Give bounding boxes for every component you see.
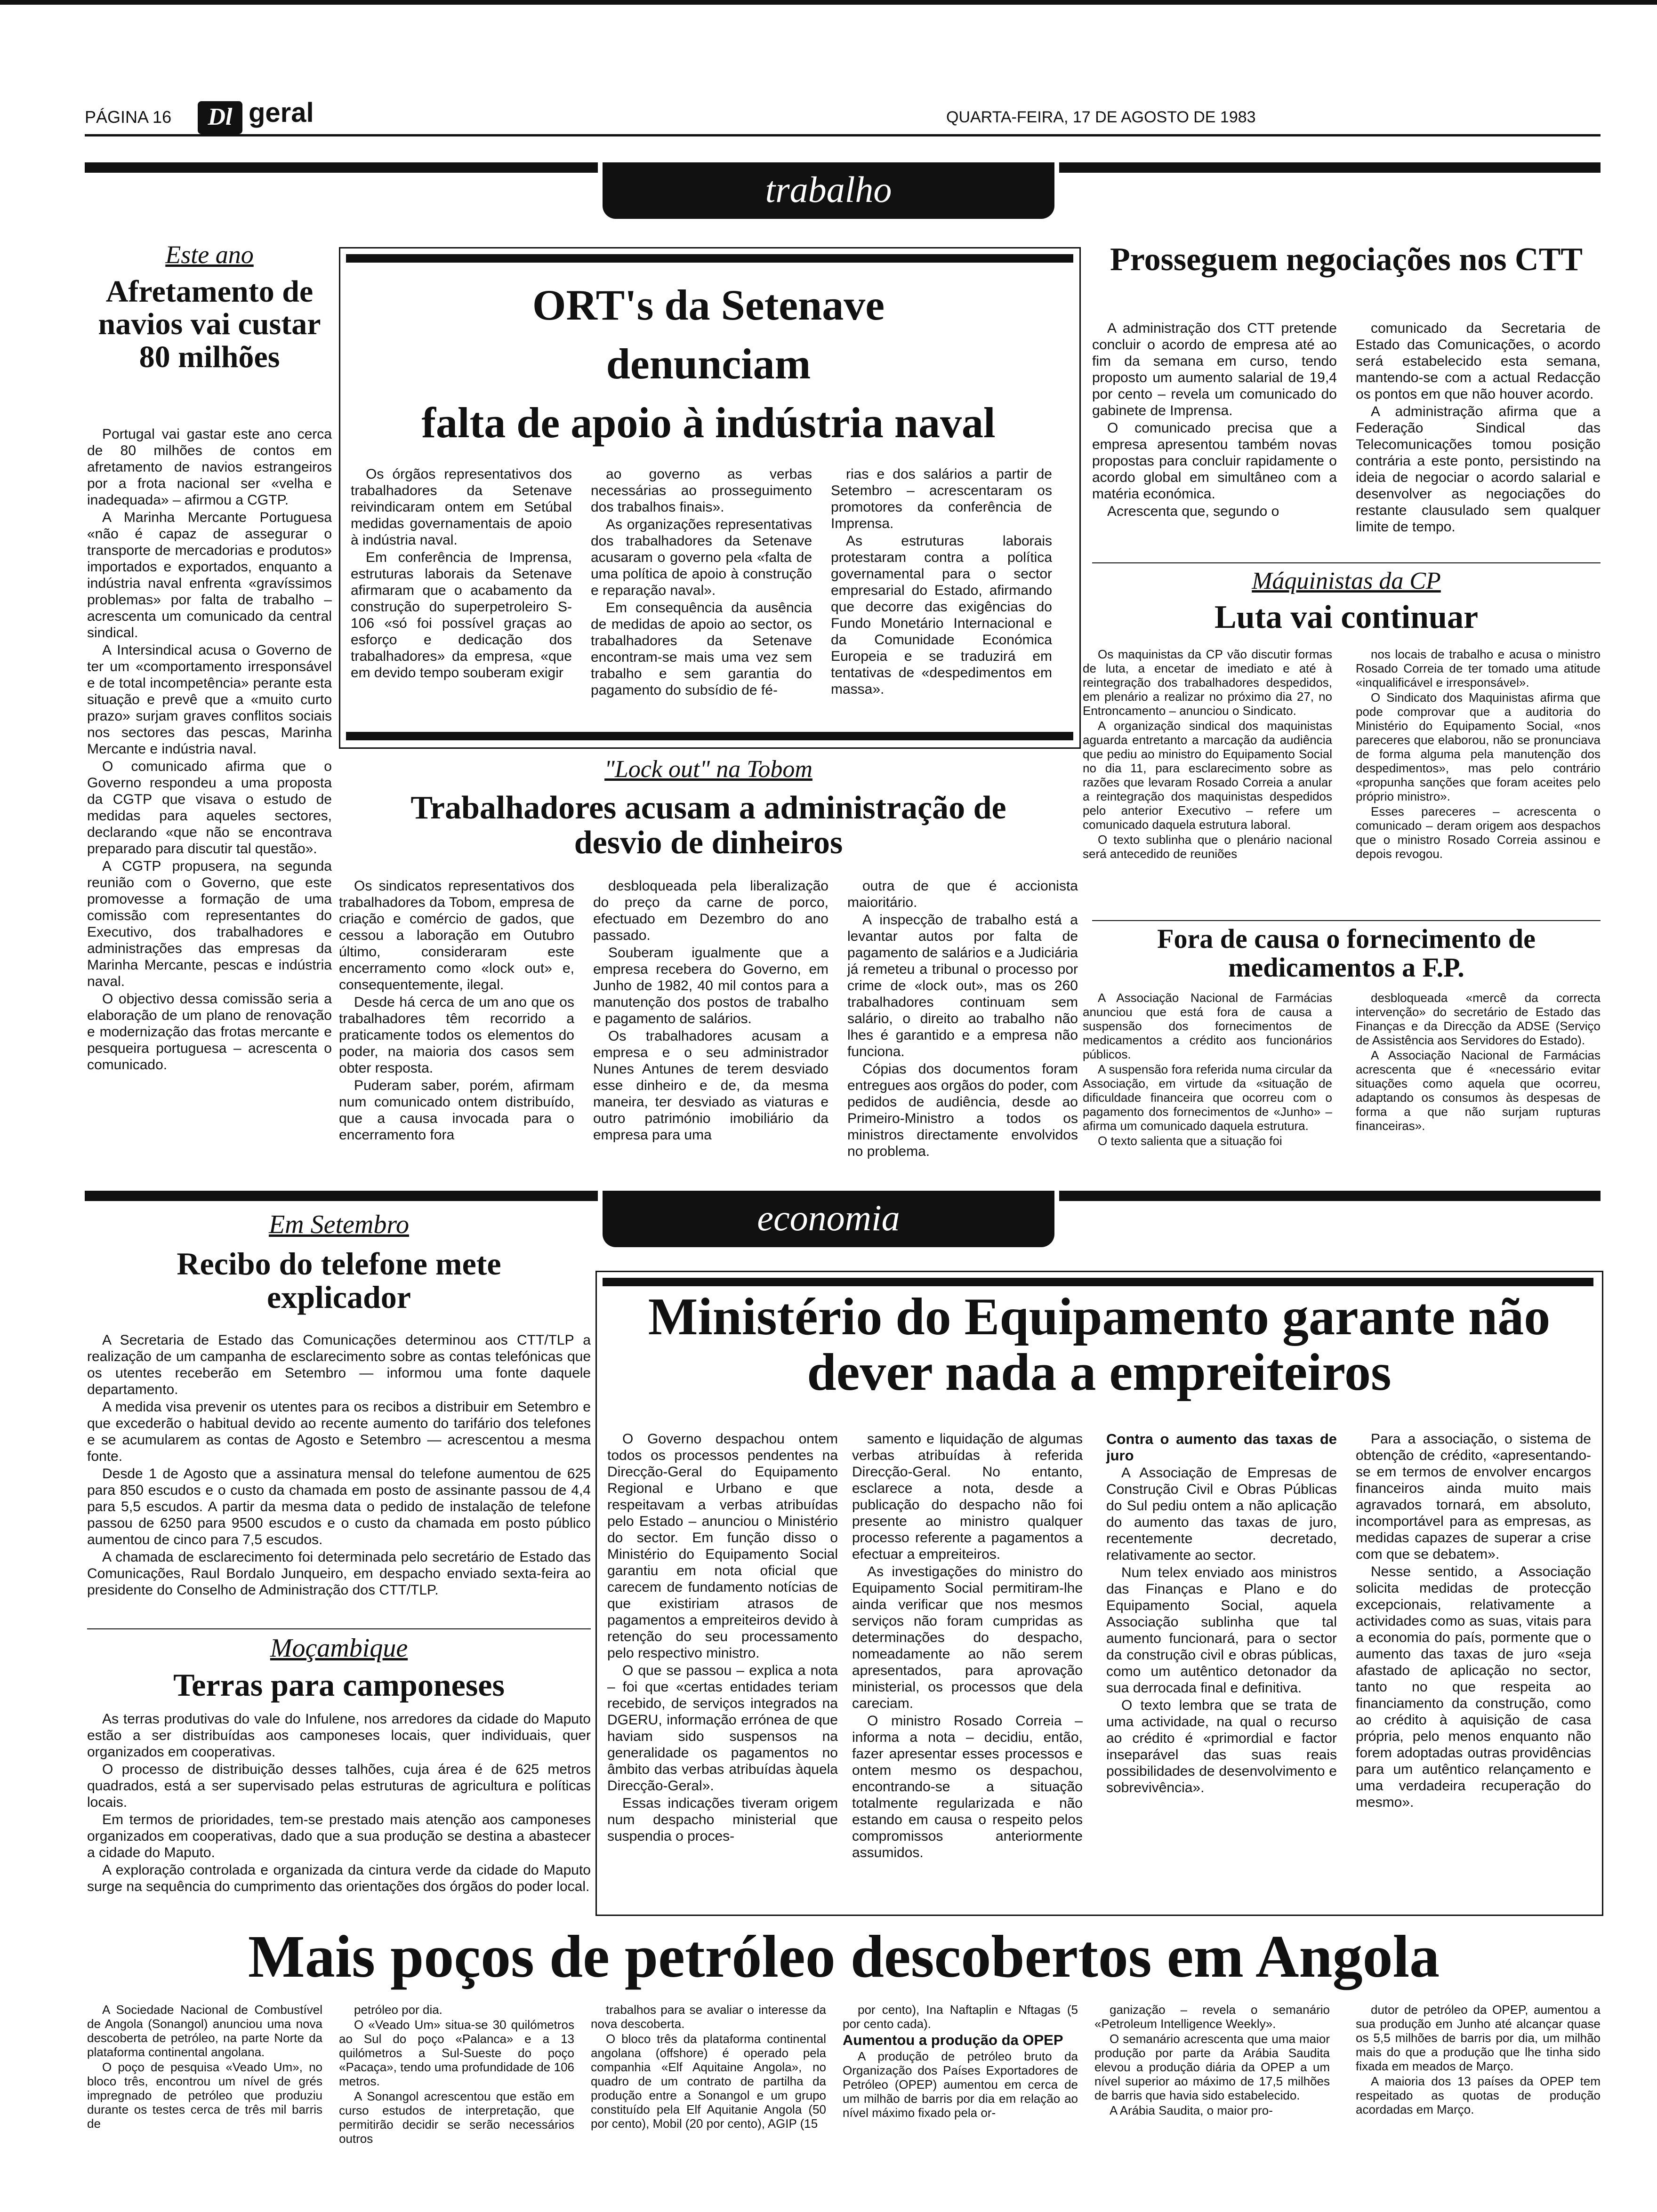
paragraph: trabalhos para se avaliar o interesse da nova descoberta. — [591, 2003, 826, 2031]
paragraph: Os trabalhadores acusam a empresa e o seu administrador Nunes Antunes de terem desviado esse dinheiro e de, da mesma maneira, ter desviado as viaturas e outro património imobiliário da empresa para uma — [593, 1028, 828, 1143]
setenave-headline-line-2: denunciam — [606, 340, 811, 388]
paragraph: As estruturas laborais protestaram contra a política governamental para o sector empresarial do Estado, afirmando que decorre das exigências do Fundo Monetário Internacional e da Comunidade Económica Europeia e se traduzirá em tentativas de «despedimentos em massa». — [831, 533, 1052, 697]
paragraph: A administração afirma que a Federação Sindical das Telecomunicações tomou posição contrária a este ponto, persistindo na ideia de negociar o acordo salarial e desenvolver as negociações do restante clausulado sem qualquer limite de tempo. — [1356, 404, 1601, 535]
setenave-column-1 — [351, 466, 572, 682]
angola-column-2 — [339, 2003, 574, 2147]
paragraph: Desde 1 de Agosto que a assinatura mensal do telefone aumentou de 625 para 850 escudos e o custo da chamada em posto de assinante passou de 4,4 para 5,5 escudos. A partir da mesma data o pedido de instalação de telefone passou de 6250 para 9500 escudos e o custo da chamada em posto público aumentou de cinco para 7,5 escudos. — [87, 1466, 591, 1547]
setenave-column-3 — [831, 466, 1052, 698]
paragraph: A medida visa prevenir os utentes para os recibos a distribuir em Setembro e que excederão o habitual devido ao recente aumento do tarifário dos telefones e se acumularem as contas de Agosto e Setembro — acrescentou a mesma fonte. — [87, 1399, 591, 1464]
section-banner-trabalho: trabalho — [603, 162, 1054, 219]
angola-column-4 — [843, 2003, 1078, 2121]
paragraph: O comunicado afirma que o Governo respondeu a uma proposta da CGTP que visava o estudo de medidas para aqueles sectores, declarando «que não se encontrava preparado para discutir tal questão». — [87, 759, 332, 857]
paragraph: O texto sublinha que o plenário nacional será antecedido de reuniões — [1083, 833, 1332, 861]
paragraph: As organizações representativas dos trabalhadores da Setenave acusaram o governo pela «falta de uma política de apoio à construção e reparação naval». — [591, 517, 812, 598]
mocambique-headline: Terras para camponeses — [173, 1667, 505, 1703]
ministerio-column-3 — [1106, 1431, 1337, 1797]
paragraph: Puderam saber, porém, afirmam num comunicado ontem distribuído, que a causa invocada para o encerramento fora — [339, 1078, 574, 1143]
paragraph: Desde há cerca de um ano que os trabalhadores têm recorrido a praticamente todos os elementos do poder, na maioria dos casos sem obter resposta. — [339, 994, 574, 1076]
paragraph: A suspensão fora referida numa circular da Associação, em virtude da «situação de dificuldade financeira que ocorreu com o pagamento dos fornecimentos de «Junho» – afirma um comunicado daquela estrutura. — [1083, 1062, 1332, 1133]
paragraph: Os maquinistas da CP vão discutir formas de luta, a encetar de imediato e até à reintegração dos trabalhadores despedidos, em plenário a realizar no próximo dia 27, no Entroncamento – anunciou o Sindicato. — [1083, 647, 1332, 718]
paragraph: petróleo por dia. — [354, 2003, 442, 2017]
paragraph: A organização sindical dos maquinistas aguarda entretanto a marcação da audiência que pediu ao ministro do Equipamento Social no dia 11, para esclarecimento sobre as razões que levaram Rosado Correia a anular a reintegração dos maquinistas despedidos pelo anterior Executivo – refere um comunicado daquela estrutura laboral. — [1083, 719, 1332, 832]
page-date: QUARTA-FEIRA, 17 DE AGOSTO DE 1983 — [946, 108, 1256, 126]
paragraph: Em conferência de Imprensa, estruturas laborais da Setenave afirmaram que o acabamento da construção do superpetroleiro S-106 «só foi possível graças ao esforço e dedicação dos trabalhadores» da empresa, «que em devido tempo souberam exigir — [351, 550, 572, 681]
ctt-column-1 — [1092, 320, 1337, 521]
paragraph: por cento), Ina Naftaplin e Nftagas (5 por cento cada). — [843, 2003, 1078, 2031]
medicamentos-headline: Fora de causa o fornecimento de medicamentos a F.P. — [1157, 923, 1536, 983]
maquinistas-headline: Luta vai continuar — [1214, 599, 1479, 635]
paragraph: Portugal vai gastar este ano cerca de 80 milhões de contos em afretamento de navios estrangeiros por a frota nacional ser «velha e inadequada» – afirmou a CGTP. — [87, 426, 332, 508]
paragraph: As terras produtivas do vale do Infulene, nos arredores da cidade do Maputo estão a ser distribuídas aos camponeses locais, quer individuais, quer organizados em cooperativas. — [87, 1711, 591, 1760]
paragraph: O texto salienta que a situação foi — [1098, 1134, 1282, 1148]
paragraph: Acrescenta que, segundo o — [1107, 504, 1279, 519]
paragraph: Essas indicações tiveram origem num despacho ministerial que suspendia o proces- — [607, 1795, 838, 1844]
section-banner-economia: economia — [603, 1191, 1054, 1247]
paragraph: A exploração controlada e organizada da cintura verde da cidade do Maputo surge na sequência do cumprimento das orientações dos órgãos do poder local. — [87, 1862, 591, 1894]
paragraph: As investigações do ministro do Equipamento Social permitiram-lhe ainda verificar que nos mesmos serviços não foram cumpridas as determinações do despacho, nomeadamente ao não serem apresentados, para aprovação ministerial, os processos que dela careciam. — [852, 1564, 1083, 1711]
paragraph: Nesse sentido, a Associação solicita medidas de protecção excepcionais, relativamente a actividades como as suas, vitais para a economia do país, pormente que o aumento das taxas de juro «seja afastado de aplicação no sector, tanto no que respeita ao financiamento da construção, como ao crédito à aquisição de casa própria, pelo menos enquanto não forem adoptadas outras providências para um autêntico relançamento e uma verdadeira recuperação do mesmo». — [1356, 1564, 1591, 1810]
ministerio-column-1 — [607, 1431, 838, 1845]
paragraph: A administração dos CTT pretende concluir o acordo de empresa até ao fim da semana em curso, tendo proposto um aumento salarial de 19,4 por cento – revela um comunicado do gabinete de Imprensa. — [1092, 321, 1337, 418]
medicamentos-column-2 — [1356, 991, 1601, 1134]
paragraph: O «Veado Um» situa-se 30 quilómetros ao Sul do poço «Palanca» e a 13 quilómetros a Sul-Sueste do poço «Pacaça», tendo uma profundidade de 106 metros. — [339, 2018, 574, 2088]
paragraph: rias e dos salários a partir de Setembro – acrescentaram os promotores da conferência de Imprensa. — [831, 466, 1052, 531]
paragraph: O poço de pesquisa «Veado Um», no bloco três, encontrou um nível de grés impregnado de petróleo que produziu durante os testes cerca de três mil barris de — [87, 2060, 322, 2131]
tobom-column-2 — [593, 878, 828, 1144]
ministerio-subhead: Contra o aumento das taxas de juro — [1106, 1431, 1337, 1464]
paragraph: O objectivo dessa comissão seria a elaboração de um plano de renovação e modernização das frotas mercante e pesqueira portuguesa – acrescenta o comunicado. — [87, 991, 332, 1073]
paragraph: desbloqueada pela liberalização do preço da carne de porco, efectuado em Dezembro do ano passado. — [593, 878, 828, 943]
afretamento-body — [87, 426, 332, 1074]
paragraph: Os órgãos representativos dos trabalhadores da Setenave reivindicaram ontem em Setúbal medidas governamentais de apoio à indústria naval. — [351, 466, 572, 548]
paragraph: Num telex enviado aos ministros das Finanças e Plano e do Equipamento Social, aquela Associação sublinha que tal aumento funcionará, para o sector da construção civil e obras públicas, como um autêntico detonador da sua derrocada final e definitiva. — [1106, 1565, 1337, 1696]
telefone-headline: Recibo do telefone mete explicador — [177, 1246, 501, 1315]
paragraph: O Governo despachou ontem todos os processos pendentes na Direcção-Geral do Equipamento Regional e Urbano e que respeitavam a verbas atribuídas pelo Estado – anunciou o Ministério do sector. Em função disso o Ministério do Equipamento Social garantiu em nota oficial que carecem de fundamento notícias de que existiriam atrasos de pagamentos a empreiteiros devido à retenção do seu processamento pelo respectivo ministro. — [607, 1431, 838, 1661]
paragraph: dutor de petróleo da OPEP, aumentou a sua produção em Junho até alcançar quase os 5,5 milhões de barris por dia, um milhão mais do que a produção que lhe tinha sido fixada em meados de Março. — [1356, 2003, 1601, 2073]
angola-headline: Mais poços de petróleo descobertos em Angola — [248, 1923, 1440, 1990]
afretamento-headline: Afretamento de navios vai custar 80 milhões — [98, 274, 321, 374]
page-number: PÁGINA 16 — [85, 107, 172, 127]
tobom-kicker: "Lock out" na Tobom — [604, 756, 812, 783]
paragraph: A Secretaria de Estado das Comunicações determinou aos CTT/TLP a realização de um campanha de esclarecimento sobre as contas telefónicas que os utentes receberão em Setembro — informou uma fonte daquele departamento. — [87, 1332, 591, 1397]
afretamento-kicker: Este ano — [165, 240, 254, 269]
ctt-column-2 — [1356, 320, 1601, 536]
tobom-headline: Trabalhadores acusam a administração de desvio de dinheiros — [410, 790, 1006, 861]
paragraph: samento e liquidação de algumas verbas atribuídas à referida Direcção-Geral. No entanto, esclarece a nota, desde a publicação do despacho não foi presente ao ministro qualquer processo referente a pagamentos a efectuar a empreiteiros. — [852, 1431, 1083, 1562]
paragraph: Esses pareceres – acrescenta o comunicado – deram origem aos despachos que o ministro Rosado Correia assinou e depois revogou. — [1356, 804, 1601, 861]
mocambique-body — [87, 1711, 591, 1896]
paragraph: A Sociedade Nacional de Combustível de Angola (Sonangol) anunciou uma nova descoberta de petróleo, na parte Norte da plataforma continental angolana. — [87, 2003, 322, 2059]
tobom-column-1 — [339, 878, 574, 1144]
paragraph: A maioria dos 13 países da OPEP tem respeitado as quotas de produção acordadas em Março. — [1356, 2074, 1601, 2116]
newspaper-logo-icon: Dl — [198, 101, 242, 134]
ctt-headline: Prosseguem negociações nos CTT — [1110, 241, 1583, 278]
mocambique-kicker: Moçambique — [270, 1634, 408, 1663]
setenave-headline-line-3: falta de apoio à indústria naval — [421, 399, 996, 447]
maquinistas-column-1 — [1083, 647, 1332, 862]
paragraph: Cópias dos documentos foram entregues aos orgãos do poder, com pedidos de audiência, desde ao Primeiro-Ministro a todos os ministros directamente envolvidos no problema. — [847, 1061, 1078, 1159]
paragraph: Souberam igualmente que a empresa recebera do Governo, em Junho de 1982, 40 mil contos para a manutenção dos postos de trabalho e pagamento de salários. — [593, 945, 828, 1026]
paragraph: desbloqueada «mercê da correcta intervenção» do secretário de Estado das Finanças e da Direcção da ADSE (Serviço de Assistência aos Servidores do Estado). — [1356, 991, 1601, 1047]
maquinistas-kicker: Máquinistas da CP — [1252, 568, 1441, 594]
paragraph: O que se passou – explica a nota – foi que «certas entidades teriam recebido, de serviços integrados na DGERU, informação errónea de que haviam sido suspensos na generalidade os pagamentos no âmbito das verbas atribuídas àquela Direcção-Geral». — [607, 1663, 838, 1794]
angola-column-1 — [87, 2003, 322, 2132]
tobom-column-3 — [847, 878, 1078, 1161]
paragraph: Em consequência da ausência de medidas de apoio ao sector, os trabalhadores da Setenave encontram-se mais uma vez sem trabalho e sem garantia do pagamento do subsídio de fé- — [591, 600, 812, 698]
paragraph: A Arábia Saudita, o maior pro- — [1110, 2103, 1273, 2117]
telefone-kicker: Em Setembro — [268, 1210, 410, 1239]
paragraph: O ministro Rosado Correia – informa a nota – decidiu, então, fazer apresentar esses processos e ontem mesmo os despachou, encontrando-se a situação totalmente regularizada e não estando em causa o respeito pelos compromissos anteriormente assumidos. — [852, 1713, 1083, 1860]
paragraph: A Sonangol acrescentou que estão em curso estudos de interpretação, que permitirão decidir se serão necessários outros — [339, 2089, 574, 2146]
ministerio-headline: Ministério do Equipamento garante não dever nada a empreiteiros — [648, 1288, 1551, 1402]
paragraph: A Associação Nacional de Farmácias acrescenta que é «necessário evitar situações como aquela que ocorreu, adaptando os consumos às despesas de forma a que não surjam rupturas financeiras». — [1356, 1048, 1601, 1133]
section-label-geral: geral — [249, 97, 314, 128]
paragraph: Em termos de prioridades, tem-se prestado mais atenção aos camponeses organizados em cooperativas, dado que a sua produção se destina a abastecer a cidade do Maputo. — [87, 1812, 591, 1860]
angola-subhead: Aumentou a produção da OPEP — [843, 2032, 1063, 2048]
paragraph: O comunicado precisa que a empresa apresentou também novas propostas para concluir rapidamente o acordo global em simultâneo com a matéria económica. — [1092, 420, 1337, 502]
ministerio-column-4 — [1356, 1431, 1591, 1811]
paragraph: O processo de distribuição desses talhões, cuja área é de 625 metros quadrados, está a ser supervisado pelas estruturas de agricultura e políticas locais. — [87, 1762, 591, 1810]
paragraph: O semanário acrescenta que uma maior produção por parte da Arábia Saudita elevou a produção diária da OPEP a um nível superior ao máximo de 17,5 milhões de barris que havia sido estabelecido. — [1094, 2032, 1330, 2102]
paragraph: ao governo as verbas necessárias ao prosseguimento dos trabalhos finais». — [591, 466, 812, 515]
paragraph: A chamada de esclarecimento foi determinada pelo secretário de Estado das Comunicações, Raul Bordalo Junqueiro, em despacho enviado sexta-feira ao presidente do Conselho de Administração dos CTT/TLP. — [87, 1549, 591, 1598]
paragraph: A produção de petróleo bruto da Organização dos Países Exportadores de Petróleo (OPEP) aumentou em cerca de um milhão de barris por dia em relação ao nível máximo fixado pela or- — [843, 2049, 1078, 2120]
paragraph: comunicado da Secretaria de Estado das Comunicações, o acordo será estabelecido esta semana, mantendo-se com a actual Redacção os pontos em que não houver acordo. — [1356, 321, 1601, 402]
paragraph: O texto lembra que se trata de uma actividade, na qual o recurso ao crédito é «primordial e factor inseparável das suas reais possibilidades de desenvolvimento e sobrevivência». — [1106, 1698, 1337, 1795]
paragraph: outra de que é accionista maioritário. — [847, 878, 1078, 910]
medicamentos-column-1 — [1083, 991, 1332, 1149]
telefone-body — [87, 1332, 591, 1599]
paragraph: Para a associação, o sistema de obtenção de crédito, «apresentando-se em termos de envolver encargos financeiros ainda muito mais agravados tornará, em absoluto, incomportável para as empresas, as medidas capazes de superar a crise com que se debatem». — [1356, 1431, 1591, 1562]
angola-column-6 — [1356, 2003, 1601, 2117]
paragraph: ganização – revela o semanário «Petroleum Intelligence Weekly». — [1094, 2003, 1330, 2031]
maquinistas-column-2 — [1356, 647, 1601, 862]
paragraph: Os sindicatos representativos dos trabalhadores da Tobom, empresa de criação e comércio de gados, que cessou a laboração em Outubro último, consideraram este encerramento como «lock out» e, consequentemente, ilegal. — [339, 878, 574, 993]
setenave-headline-line-1: ORT's da Setenave — [532, 281, 885, 329]
paragraph: A CGTP propusera, na segunda reunião com o Governo, que este promovesse a formação de uma comissão com representantes do Executivo, dos trabalhadores e administrações das empresas da Marinha Mercante, pescas e indústria naval. — [87, 858, 332, 989]
setenave-column-2 — [591, 466, 812, 699]
angola-column-3 — [591, 2003, 826, 2132]
header-rule — [85, 134, 1601, 136]
ministerio-column-2 — [852, 1431, 1083, 1862]
paragraph: O Sindicato dos Maquinistas afirma que pode comprovar que a auditoria do Ministério do Equipamento Social, «nos pareceres que elaborou, não se pronunciava de forma alguma pela manutenção dos despedimentos», mas pelo contrário «propunha sanções que foram aceites pelo próprio ministro». — [1356, 690, 1601, 803]
paragraph: O bloco três da plataforma continental angolana (offshore) é operado pela companhia «Elf Aquitaine Angola», no quadro de um contrato de partilha da produção entre a Sonangol e um grupo constituído pela Elf Aquitanie Angola (50 por cento), Mobil (20 por cento), AGIP (15 — [591, 2032, 826, 2131]
paragraph: A Associação de Empresas de Construção Civil e Obras Públicas do Sul pediu ontem a não aplicação do aumento das taxas de juro, recentemente decretado, relativamente ao sector. — [1106, 1465, 1337, 1563]
paragraph: A Marinha Mercante Portuguesa «não é capaz de assegurar o transporte de mercadorias e produtos» importados e exportados, enquanto a indústria naval enfrenta «gravíssimos problemas» por falta de trabalho – acrescenta um comunicado da central sindical. — [87, 510, 332, 641]
paragraph: A Associação Nacional de Farmácias anunciou que está fora de causa a suspensão dos fornecimentos de medicamentos a crédito aos funcionários públicos. — [1083, 991, 1332, 1061]
paragraph: A Intersindical acusa o Governo de ter um «comportamento irresponsável e de total incompetência» perante esta situação e prevê que a «muito curto prazo» surjam graves conflitos sociais nos sectores das pescas, Marinha Mercante e indústria naval. — [87, 642, 332, 757]
paragraph: nos locais de trabalho e acusa o ministro Rosado Correia de ter tomado uma atitude «inqualificável e irresponsável». — [1356, 647, 1601, 689]
paragraph: A inspecção de trabalho está a levantar autos por falta de pagamento de salários e a Judiciária já remeteu a tribunal o processo por crime de «lock out», mas os 260 trabalhadores continuam sem salário, o direito ao trabalho não lhes é garantido e a empresa não funciona. — [847, 912, 1078, 1059]
angola-column-5 — [1094, 2003, 1330, 2118]
